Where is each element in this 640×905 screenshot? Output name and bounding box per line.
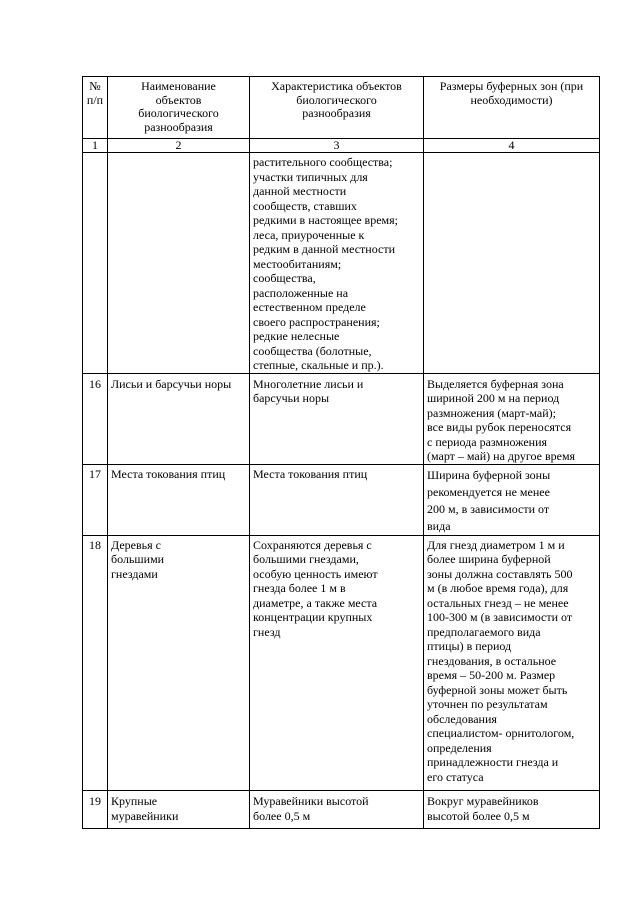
buffer-zone-size: Для гнезд диаметром 1 м и более ширина буферной зоны должна составлять 500 м (в любое время года), для остальных гнезд – не менее 100-300 м (в зависимости от предполагаемого вида птицы) в период гнездования, в остальное время – 50-200 м. Размер буферной зоны может быть уточнен по результатам обследования специалистом- орнитологом, определения принадлежности гнезда и его статуса [424, 535, 600, 790]
object-characteristics: растительного сообщества; участки типичных для данной местности сообществ, ставших редкими в настоящее время; леса, приуроченные к редким в данной местности местообитаниям; сообщества, расположенные на естественном пределе своего распространения; редкие нелесные сообщества (болотные, степные, скальные и пр.). [250, 153, 424, 374]
row-number: 16 [83, 373, 108, 464]
column-number: 4 [424, 139, 600, 153]
table-row [83, 373, 600, 464]
object-name [108, 153, 250, 374]
header-row [83, 77, 600, 139]
object-characteristics: Места токования птиц [250, 464, 424, 535]
table-row [83, 790, 600, 828]
header-buffer-zone-size: Размеры буферных зон (при необходимости) [424, 77, 600, 139]
buffer-zone-size: Вокруг муравейников высотой более 0,5 м [424, 790, 600, 828]
row-number: 17 [83, 464, 108, 535]
object-characteristics: Муравейники высотой более 0,5 м [250, 790, 424, 828]
object-characteristics: Сохраняются деревья с большими гнездами, особую ценность имеют гнезда более 1 м в диаметре, а также места концентрации крупных гнезд [250, 535, 424, 790]
object-name: Деревья с большими гнездами [108, 535, 250, 790]
table-row [83, 535, 600, 790]
column-number: 3 [250, 139, 424, 153]
column-number-row [83, 139, 600, 153]
table-row [83, 153, 600, 374]
column-number: 1 [83, 139, 108, 153]
object-name: Лисьи и барсучьи норы [108, 373, 250, 464]
row-number: 18 [83, 535, 108, 790]
buffer-zone-size: Ширина буферной зоны рекомендуется не менее 200 м, в зависимости от вида [424, 464, 600, 535]
row-number [83, 153, 108, 374]
object-name: Места токования птиц [108, 464, 250, 535]
buffer-zone-size [424, 153, 600, 374]
biodiversity-table [82, 76, 600, 829]
table-row [83, 464, 600, 535]
column-number: 2 [108, 139, 250, 153]
row-number: 19 [83, 790, 108, 828]
object-name: Крупные муравейники [108, 790, 250, 828]
buffer-zone-size: Выделяется буферная зона шириной 200 м на период размножения (март-май); все виды рубок переносятся с периода размножения (март – май) на другое время [424, 373, 600, 464]
header-object-name: Наименование объектов биологического разнообразия [108, 77, 250, 139]
header-number: № п/п [83, 77, 108, 139]
object-characteristics: Многолетние лисьи и барсучьи норы [250, 373, 424, 464]
header-object-characteristics: Характеристика объектов биологического разнообразия [250, 77, 424, 139]
